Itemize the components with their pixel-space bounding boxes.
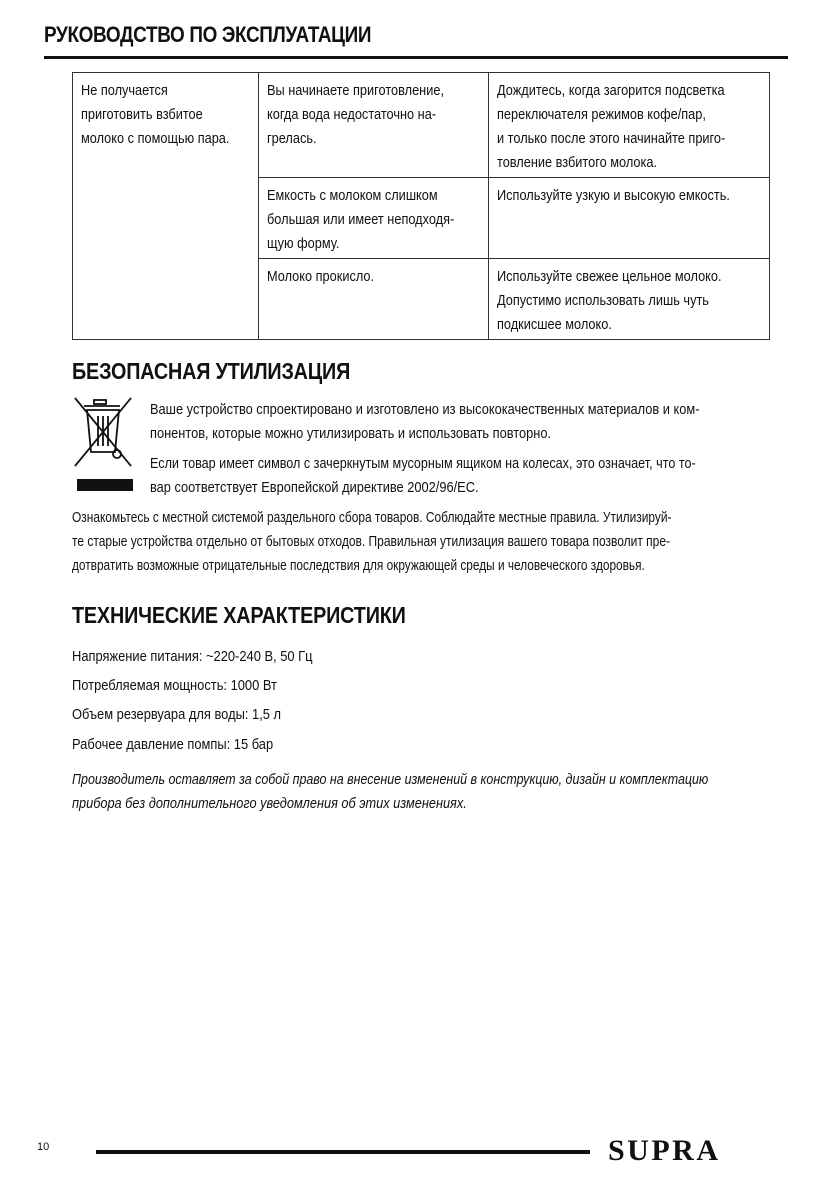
cause-text-line: Молоко прокисло. <box>266 269 374 285</box>
page-header-title: РУКОВОДСТВО ПО ЭКСПЛУАТАЦИИ <box>44 22 372 47</box>
separate-collection-bar <box>77 479 133 491</box>
cause-text-line: грелась. <box>266 131 317 147</box>
solution-text-line: Используйте узкую и высокую емкость. <box>496 188 730 204</box>
disposal-text-line: дотвратить возможные отрицательные последствия для окружающей среды и человеческого здоровья. <box>72 557 645 574</box>
troubleshooting-table <box>72 72 770 340</box>
disclaimer-line: Производитель оставляет за собой право на внесение изменений в конструкцию, дизайн и комплектацию <box>72 771 709 788</box>
spec-item: Рабочее давление помпы: 15 бар <box>72 736 274 753</box>
table-row <box>73 73 770 178</box>
cause-cell <box>258 73 488 178</box>
specs-heading: ТЕХНИЧЕСКИЕ ХАРАКТЕРИСТИКИ <box>72 602 406 628</box>
cause-cell <box>258 178 488 259</box>
disposal-text-line: Ознакомьтесь с местной системой раздельного сбора товаров. Соблюдайте местные правила. Утилизируй- <box>72 509 672 526</box>
cause-text-line: большая или имеет неподходя- <box>266 212 454 228</box>
spec-item: Потребляемая мощность: 1000 Вт <box>72 677 277 694</box>
spec-item: Напряжение питания: ~220-240 В, 50 Гц <box>72 648 313 665</box>
spec-item: Объем резервуара для воды: 1,5 л <box>72 706 282 723</box>
problem-text-line: молоко с помощью пара. <box>81 131 230 147</box>
cause-text-line: когда вода недостаточно на- <box>266 107 436 123</box>
solution-cell <box>488 73 770 178</box>
disposal-heading: БЕЗОПАСНАЯ УТИЛИЗАЦИЯ <box>72 358 351 384</box>
problem-cell <box>73 73 259 340</box>
page-number: 10 <box>37 1141 50 1153</box>
solution-text-line: подкисшее молоко. <box>496 317 612 333</box>
solution-cell <box>488 178 770 259</box>
crossed-out-wheelie-bin-icon <box>72 396 134 468</box>
disposal-text-line: те старые устройства отдельно от бытовых отходов. Правильная утилизация вашего товара позволит пре- <box>72 533 671 550</box>
disclaimer-line: прибора без дополнительного уведомления об этих изменениях. <box>72 795 467 812</box>
cause-text-line: Вы начинаете приготовление, <box>266 83 444 99</box>
cause-cell <box>258 259 488 340</box>
disposal-text-line: вар соответствует Европейской директиве 2002/96/ЕС. <box>150 479 479 496</box>
solution-text-line: Допустимо использовать лишь чуть <box>496 293 709 309</box>
solution-text-line: переключателя режимов кофе/пар, <box>496 107 706 123</box>
disposal-text-line: понентов, которые можно утилизировать и использовать повторно. <box>150 425 552 442</box>
solution-text-line: Используйте свежее цельное молоко. <box>496 269 722 285</box>
problem-text-line: Не получается <box>81 83 168 99</box>
problem-text-line: приготовить взбитое <box>81 107 203 123</box>
disposal-text-line: Если товар имеет символ с зачеркнутым мусорным ящиком на колесах, это означает, что то- <box>150 455 696 472</box>
cause-text-line: Емкость с молоком слишком <box>266 188 438 204</box>
cause-text-line: щую форму. <box>266 236 340 252</box>
brand-logo: SUPRA <box>608 1134 721 1167</box>
footer-divider <box>96 1150 590 1154</box>
solution-text-line: товление взбитого молока. <box>496 155 657 171</box>
solution-text-line: Дождитесь, когда загорится подсветка <box>496 83 725 99</box>
solution-text-line: и только после этого начинайте приго- <box>496 131 725 147</box>
solution-cell <box>488 259 770 340</box>
disposal-text-line: Ваше устройство спроектировано и изготовлено из высококачественных материалов и ком- <box>150 401 700 418</box>
header-divider <box>44 56 788 59</box>
